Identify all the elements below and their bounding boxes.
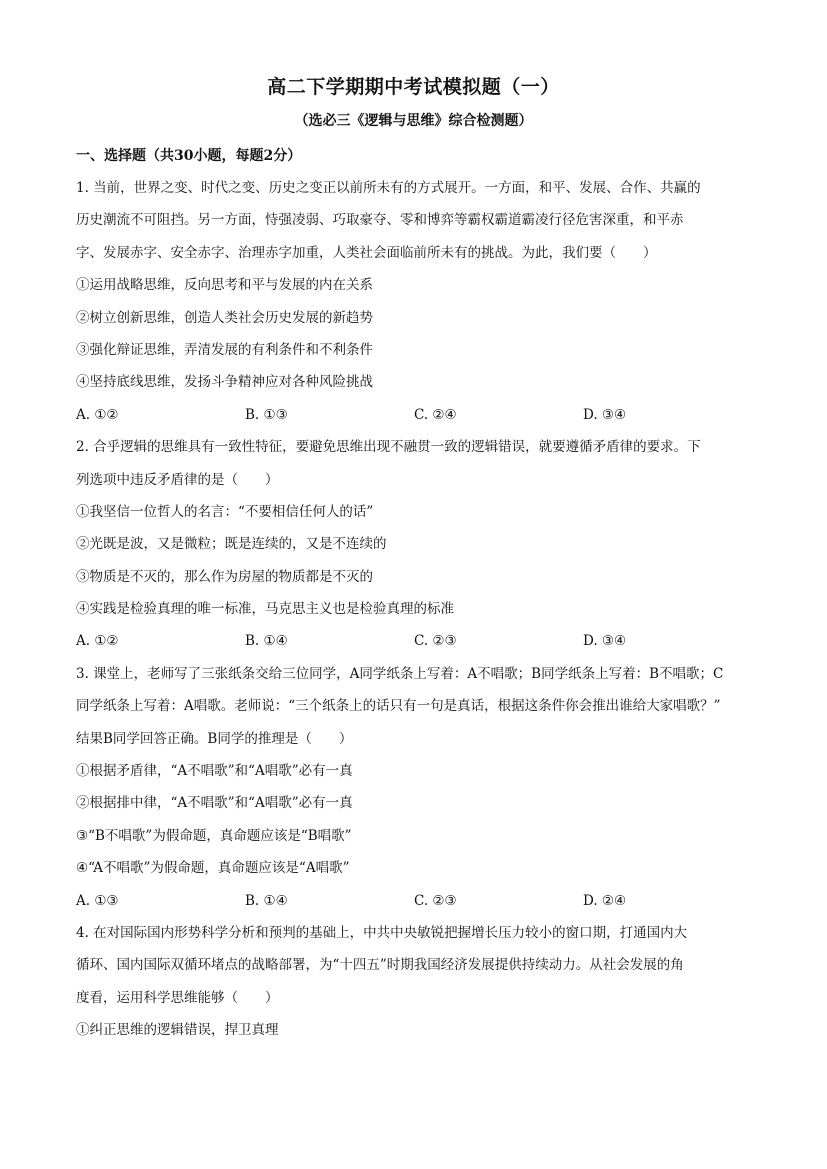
answer-options: [76, 889, 756, 921]
statement: ①运用战略思维，反向思考和平与发展的内在关系: [76, 277, 373, 294]
option-a: A. ①②: [76, 633, 119, 650]
question-4: [76, 921, 756, 1051]
question-text-line: 列选项中违反矛盾律的是（ ）: [76, 471, 279, 488]
option-c: C. ②③: [414, 892, 457, 909]
statement: ①根据矛盾律，“A不唱歌”和“A唱歌”必有一真: [76, 763, 353, 780]
question-list: [76, 176, 756, 1051]
statement: ④“A不唱歌”为假命题，真命题应该是“A唱歌”: [76, 860, 350, 877]
statement: ②光既是波，又是微粒；既是连续的，又是不连续的: [76, 536, 387, 553]
page-title: 高二下学期期中考试模拟题（一）: [267, 76, 560, 98]
option-b: B. ①④: [245, 892, 288, 909]
option-c: C. ②③: [414, 633, 457, 650]
statement: ②根据排中律，“A不唱歌”和“A唱歌”必有一真: [76, 795, 353, 812]
option-a: A. ①②: [76, 406, 119, 423]
statement: ④实践是检验真理的唯一标准，马克思主义也是检验真理的标准: [76, 601, 454, 618]
option-b: B. ①④: [245, 633, 288, 650]
question-text-line: 同学纸条上写着：A唱歌。老师说：“三个纸条上的话只有一句是真话，根据这条件你会推出谁给大家唱歌？”: [76, 698, 721, 715]
option-d: D. ③④: [583, 406, 627, 423]
option-d: D. ②④: [583, 892, 627, 909]
question-text-line: 1. 当前，世界之变、时代之变、历史之变正以前所未有的方式展开。一方面，和平、发展、合作、共赢的: [76, 180, 701, 196]
question-text-line: 历史潮流不可阻挡。另一方面，恃强凌弱、巧取豪夺、零和博弈等霸权霸道霸凌行径危害深重，和平赤: [76, 212, 684, 229]
statement: ①我坚信一位哲人的名言：“不要相信任何人的话”: [76, 503, 374, 520]
question-text-line: 2. 合乎逻辑的思维具有一致性特征，要避免思维出现不融贯一致的逻辑错误，就要遵循矛盾律的要求。下: [76, 439, 701, 456]
question-text-line: 结果B同学回答正确。B同学的推理是（ ）: [76, 730, 353, 747]
question-3: [76, 662, 756, 921]
option-b: B. ①③: [245, 406, 288, 423]
question-text-line: 4. 在对国际国内形势科学分析和预判的基础上，中共中央敏锐把握增长压力较小的窗口期，打通国内大: [76, 924, 688, 941]
statement: ③物质是不灭的，那么作为房屋的物质都是不灭的: [76, 568, 373, 585]
section-heading: 一、选择题（共30小题，每题2分）: [76, 148, 302, 164]
question-text-line: 度看，运用科学思维能够（ ）: [76, 989, 279, 1006]
statement: ②树立创新思维，创造人类社会历史发展的新趋势: [76, 309, 373, 326]
option-c: C. ②④: [414, 406, 457, 423]
page-subtitle: （选必三《逻辑与思维》综合检测题）: [294, 113, 533, 129]
answer-options: [76, 403, 756, 435]
statement: ③“B不唱歌”为假命题，真命题应该是“B唱歌”: [76, 827, 352, 844]
option-d: D. ③④: [583, 633, 627, 650]
question-text-line: 循环、国内国际双循环堵点的战略部署，为“十四五”时期我国经济发展提供持续动力。从社会发展的角: [76, 957, 684, 974]
question-2: [76, 435, 756, 662]
question-text-line: 字、发展赤字、安全赤字、治理赤字加重，人类社会面临前所未有的挑战。为此，我们要（ ）: [76, 244, 657, 261]
statement: ③强化辩证思维，弄清发展的有利条件和不利条件: [76, 341, 373, 358]
option-a: A. ①③: [76, 892, 119, 909]
statement: ④坚持底线思维，发扬斗争精神应对各种风险挑战: [76, 374, 373, 391]
question-1: [76, 176, 756, 435]
statement: ①纠正思维的逻辑错误，捍卫真理: [76, 1022, 279, 1039]
question-text-line: 3. 课堂上，老师写了三张纸条交给三位同学，A同学纸条上写着：A不唱歌；B同学纸条上写着：B不唱歌；C: [76, 665, 724, 682]
answer-options: [76, 629, 756, 661]
